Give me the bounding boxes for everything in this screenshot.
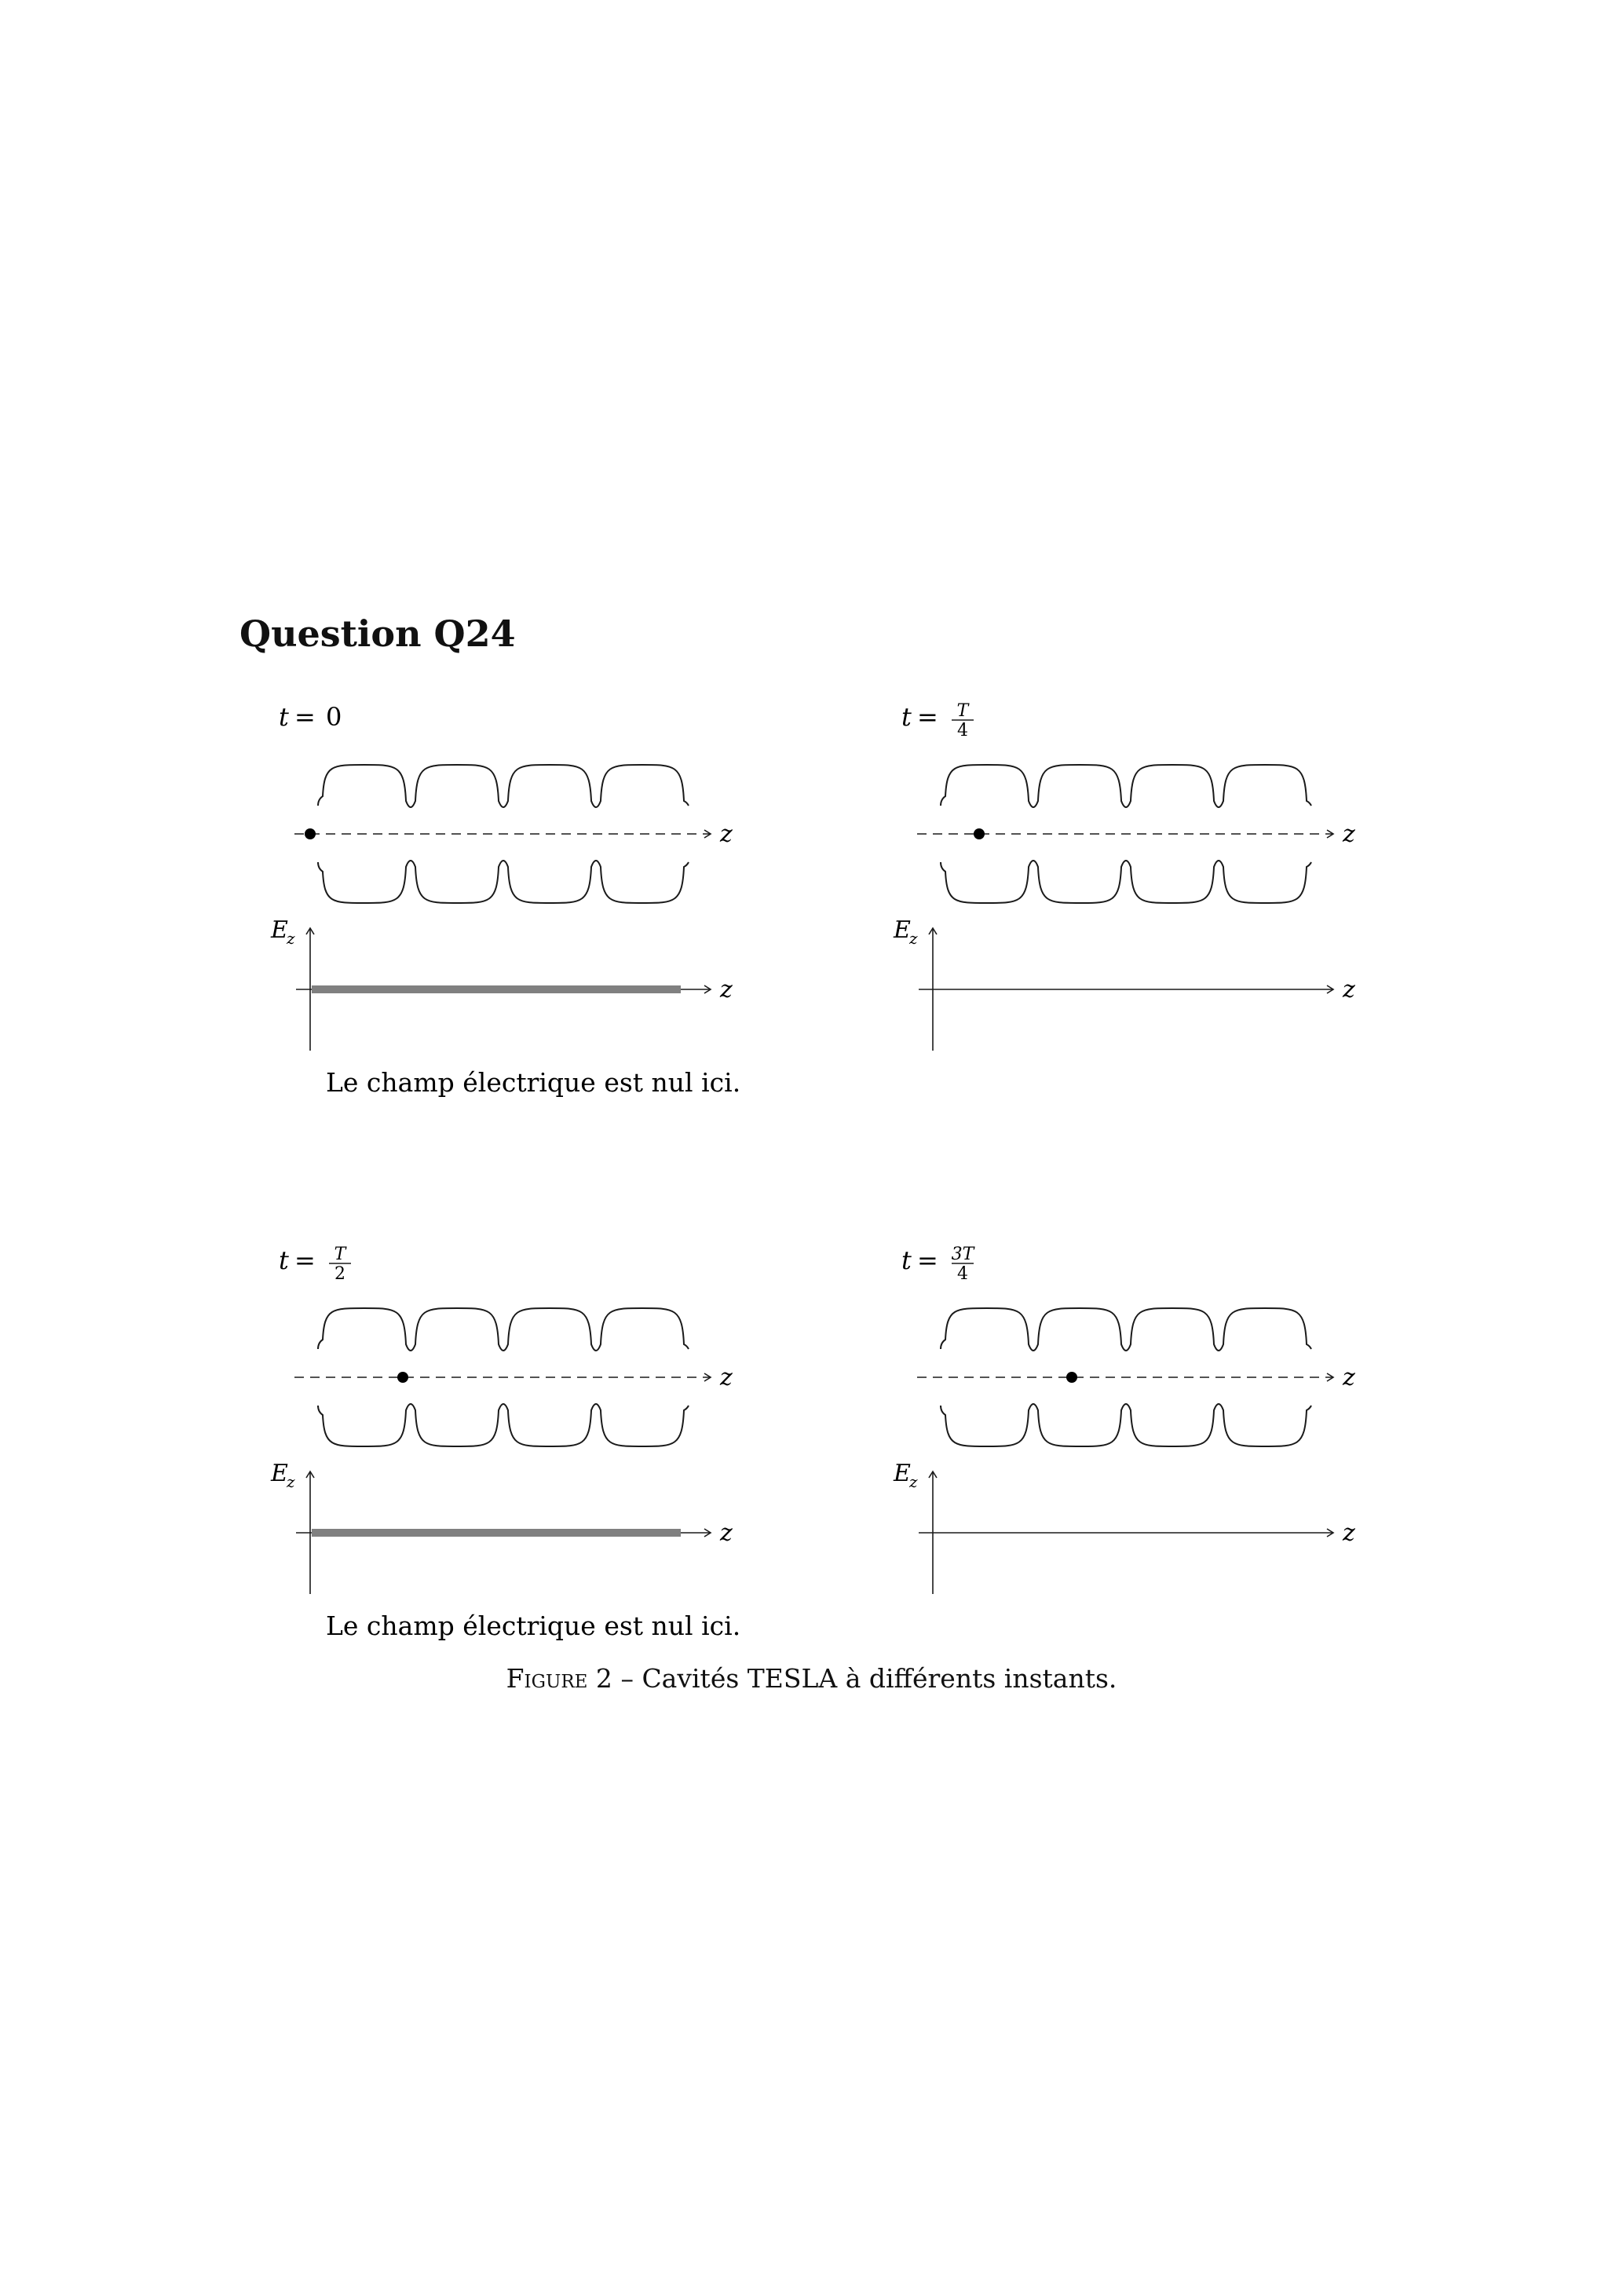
particle-dot <box>974 828 985 839</box>
caption-label: Figure 2 <box>506 1663 612 1694</box>
beam-axis-label: z <box>720 1364 733 1391</box>
beam-axis-label: z <box>1343 821 1355 848</box>
panel-1 <box>270 702 740 1098</box>
cavity-upper-wall <box>941 1308 1311 1351</box>
cavity-lower-wall <box>318 861 689 903</box>
time-label-t: t <box>901 1245 912 1275</box>
figure-caption <box>0 1663 1623 1694</box>
ez-vertical-axis-label-sub: z <box>909 1472 918 1491</box>
page-title: Question Q24 <box>239 612 516 655</box>
time-label-equals: = <box>294 1245 316 1275</box>
ez-horizontal-axis-label: z <box>720 976 733 1004</box>
ez-vertical-axis-label: E <box>894 916 911 944</box>
panel-2 <box>893 701 1355 1051</box>
cavity-lower-wall <box>941 1404 1311 1446</box>
particle-dot <box>1066 1372 1077 1383</box>
panel-4 <box>893 1245 1355 1594</box>
time-label-denominator: 2 <box>334 1264 345 1284</box>
time-label-denominator: 4 <box>957 1264 968 1284</box>
cavity-lower-wall <box>318 1404 689 1446</box>
particle-dot <box>305 828 316 839</box>
time-label-t: t <box>279 1245 289 1275</box>
caption-separator: – <box>620 1663 634 1694</box>
ez-horizontal-axis-label: z <box>1343 976 1355 1004</box>
field-note: Le champ électrique est nul ici. <box>326 1067 741 1098</box>
zero-field-bar <box>312 1529 681 1537</box>
time-label-equals: = <box>917 1245 938 1275</box>
ez-vertical-axis-label-sub: z <box>287 929 295 948</box>
time-label-numerator: 3T <box>951 1245 974 1264</box>
panel-3 <box>270 1245 740 1641</box>
zero-field-bar <box>312 985 681 993</box>
ez-vertical-axis-label-sub: z <box>909 929 918 948</box>
ez-vertical-axis-label-sub: z <box>287 1472 295 1491</box>
field-note: Le champ électrique est nul ici. <box>326 1610 741 1641</box>
time-label-t: t <box>279 702 289 732</box>
beam-axis-label: z <box>1343 1364 1355 1391</box>
beam-axis-label: z <box>720 821 733 848</box>
ez-horizontal-axis-label: z <box>720 1519 733 1547</box>
ez-vertical-axis-label: E <box>271 916 288 944</box>
cavity-upper-wall <box>941 765 1311 807</box>
time-label-equals: = <box>917 702 938 732</box>
time-label-denominator: 4 <box>957 721 968 740</box>
time-label-t: t <box>901 702 912 732</box>
time-label-equals: = <box>294 702 316 732</box>
time-label-numerator: T <box>956 701 969 721</box>
time-label-value: 0 <box>326 702 342 732</box>
ez-vertical-axis-label: E <box>271 1460 288 1487</box>
particle-dot <box>397 1372 408 1383</box>
caption-text: Cavités TESLA à différents instants. <box>642 1663 1117 1694</box>
time-label-numerator: T <box>334 1245 346 1264</box>
cavity-lower-wall <box>941 861 1311 903</box>
cavity-upper-wall <box>318 765 689 807</box>
ez-vertical-axis-label: E <box>894 1460 911 1487</box>
cavity-upper-wall <box>318 1308 689 1351</box>
ez-horizontal-axis-label: z <box>1343 1519 1355 1547</box>
